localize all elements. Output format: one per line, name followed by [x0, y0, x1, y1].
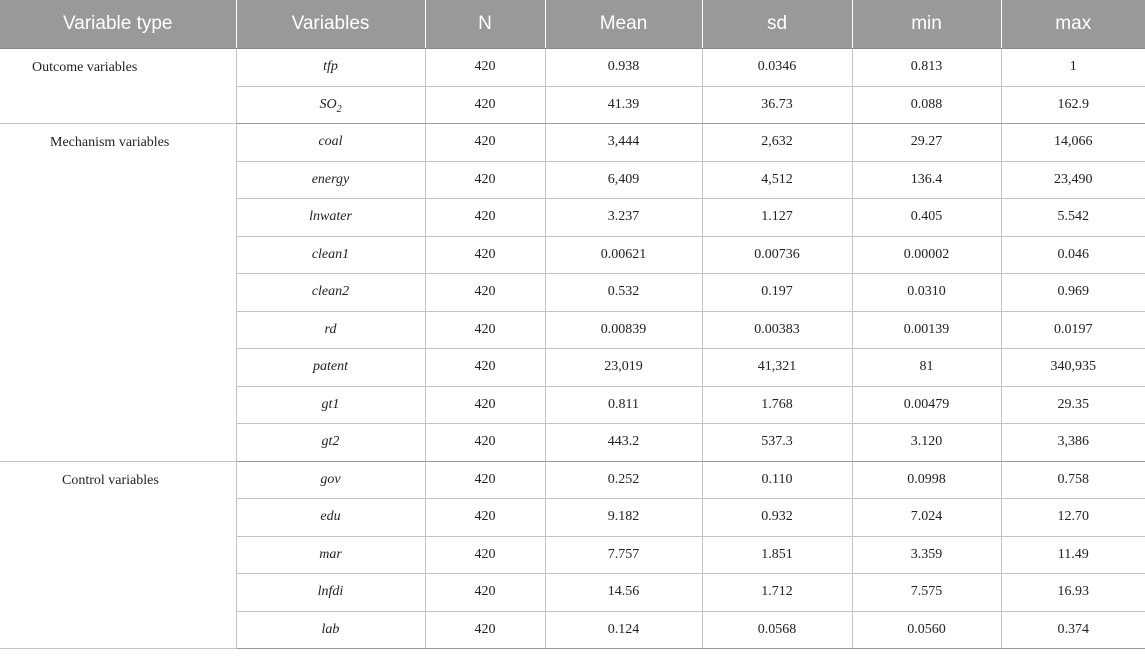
mean-cell: 7.757 — [545, 536, 702, 574]
header-variables: Variables — [236, 0, 425, 49]
sd-cell: 41,321 — [702, 349, 852, 387]
max-cell: 1 — [1001, 49, 1145, 87]
min-cell: 136.4 — [852, 161, 1001, 199]
variable-name: gt1 — [321, 396, 340, 412]
n-cell: 420 — [425, 49, 545, 87]
max-cell: 0.374 — [1001, 611, 1145, 649]
min-cell: 0.813 — [852, 49, 1001, 87]
variable-name: lnfdi — [317, 584, 344, 600]
sd-cell: 537.3 — [702, 424, 852, 462]
variable-name-cell — [236, 461, 425, 499]
variable-name: clean1 — [311, 246, 350, 262]
max-cell: 0.758 — [1001, 461, 1145, 499]
n-cell: 420 — [425, 574, 545, 612]
mean-cell: 6,409 — [545, 161, 702, 199]
min-cell: 0.088 — [852, 86, 1001, 124]
sd-cell: 0.0346 — [702, 49, 852, 87]
mean-cell: 0.252 — [545, 461, 702, 499]
variable-name: lnwater — [309, 209, 352, 225]
table-row — [0, 461, 1145, 499]
sd-cell: 1.768 — [702, 386, 852, 424]
min-cell: 0.0310 — [852, 274, 1001, 312]
variable-name: tfp — [323, 59, 338, 75]
variable-name-cell — [236, 161, 425, 199]
max-cell: 5.542 — [1001, 199, 1145, 237]
mean-cell: 0.124 — [545, 611, 702, 649]
sd-cell: 36.73 — [702, 86, 852, 124]
variable-name-cell — [236, 611, 425, 649]
n-cell: 420 — [425, 274, 545, 312]
min-cell: 7.575 — [852, 574, 1001, 612]
header-max: max — [1001, 0, 1145, 49]
sd-cell: 1.127 — [702, 199, 852, 237]
sd-cell: 0.0568 — [702, 611, 852, 649]
n-cell: 420 — [425, 499, 545, 537]
sd-cell: 0.197 — [702, 274, 852, 312]
variable-name-cell — [236, 124, 425, 162]
header-sd: sd — [702, 0, 852, 49]
sd-cell: 0.00736 — [702, 236, 852, 274]
header-min: min — [852, 0, 1001, 49]
n-cell: 420 — [425, 124, 545, 162]
mean-cell: 23,019 — [545, 349, 702, 387]
sd-cell: 0.932 — [702, 499, 852, 537]
n-cell: 420 — [425, 536, 545, 574]
max-cell: 12.70 — [1001, 499, 1145, 537]
max-cell: 23,490 — [1001, 161, 1145, 199]
variable-type-cell: Control variables — [0, 461, 236, 649]
sd-cell: 1.712 — [702, 574, 852, 612]
n-cell: 420 — [425, 461, 545, 499]
variable-name-cell — [236, 424, 425, 462]
n-cell: 420 — [425, 86, 545, 124]
variable-name: mar — [319, 546, 342, 562]
max-cell: 162.9 — [1001, 86, 1145, 124]
n-cell: 420 — [425, 236, 545, 274]
variable-name: patent — [313, 359, 348, 375]
variable-name-cell — [236, 574, 425, 612]
mean-cell: 0.938 — [545, 49, 702, 87]
variable-name: clean2 — [311, 284, 350, 300]
variable-name-cell — [236, 199, 425, 237]
variable-name-cell — [236, 536, 425, 574]
variable-name-cell — [236, 311, 425, 349]
variable-name-cell — [236, 274, 425, 312]
min-cell: 0.0998 — [852, 461, 1001, 499]
variable-name-cell — [236, 49, 425, 87]
mean-cell: 0.811 — [545, 386, 702, 424]
min-cell: 3.120 — [852, 424, 1001, 462]
sd-cell: 0.00383 — [702, 311, 852, 349]
n-cell: 420 — [425, 611, 545, 649]
mean-cell: 3.237 — [545, 199, 702, 237]
variable-name-cell — [236, 86, 425, 124]
mean-cell: 0.00621 — [545, 236, 702, 274]
table-row — [0, 124, 1145, 162]
max-cell: 0.969 — [1001, 274, 1145, 312]
variable-name: gt2 — [321, 434, 340, 450]
n-cell: 420 — [425, 349, 545, 387]
table-header — [0, 0, 1145, 49]
variable-name-cell — [236, 499, 425, 537]
max-cell: 3,386 — [1001, 424, 1145, 462]
header-row — [0, 0, 1145, 49]
sd-cell: 2,632 — [702, 124, 852, 162]
variable-name-cell — [236, 349, 425, 387]
max-cell: 0.0197 — [1001, 311, 1145, 349]
n-cell: 420 — [425, 386, 545, 424]
max-cell: 0.046 — [1001, 236, 1145, 274]
variable-name: lab — [321, 621, 340, 637]
variable-name: rd — [324, 321, 337, 337]
mean-cell: 41.39 — [545, 86, 702, 124]
table-body — [0, 49, 1145, 649]
mean-cell: 0.00839 — [545, 311, 702, 349]
table-row — [0, 49, 1145, 87]
header-n: N — [425, 0, 545, 49]
min-cell: 0.405 — [852, 199, 1001, 237]
variable-name: gov — [320, 471, 341, 487]
min-cell: 3.359 — [852, 536, 1001, 574]
variable-type-cell: Outcome variables — [0, 49, 236, 124]
min-cell: 0.0560 — [852, 611, 1001, 649]
variable-name-cell — [236, 236, 425, 274]
header-mean: Mean — [545, 0, 702, 49]
min-cell: 29.27 — [852, 124, 1001, 162]
max-cell: 11.49 — [1001, 536, 1145, 574]
max-cell: 29.35 — [1001, 386, 1145, 424]
max-cell: 340,935 — [1001, 349, 1145, 387]
min-cell: 0.00002 — [852, 236, 1001, 274]
variable-name: SO — [319, 96, 337, 112]
n-cell: 420 — [425, 199, 545, 237]
mean-cell: 3,444 — [545, 124, 702, 162]
max-cell: 16.93 — [1001, 574, 1145, 612]
variable-name: edu — [320, 509, 341, 525]
mean-cell: 9.182 — [545, 499, 702, 537]
n-cell: 420 — [425, 424, 545, 462]
min-cell: 0.00139 — [852, 311, 1001, 349]
n-cell: 420 — [425, 311, 545, 349]
min-cell: 7.024 — [852, 499, 1001, 537]
sd-cell: 4,512 — [702, 161, 852, 199]
max-cell: 14,066 — [1001, 124, 1145, 162]
header-variable-type: Variable type — [0, 0, 236, 49]
variable-type-cell: Mechanism variables — [0, 124, 236, 462]
mean-cell: 443.2 — [545, 424, 702, 462]
mean-cell: 14.56 — [545, 574, 702, 612]
mean-cell: 0.532 — [545, 274, 702, 312]
variable-name: energy — [311, 171, 350, 187]
variable-name: coal — [318, 134, 343, 150]
min-cell: 0.00479 — [852, 386, 1001, 424]
sd-cell: 0.110 — [702, 461, 852, 499]
n-cell: 420 — [425, 161, 545, 199]
min-cell: 81 — [852, 349, 1001, 387]
variable-subscript: 2 — [336, 103, 342, 115]
variable-name-cell — [236, 386, 425, 424]
sd-cell: 1.851 — [702, 536, 852, 574]
